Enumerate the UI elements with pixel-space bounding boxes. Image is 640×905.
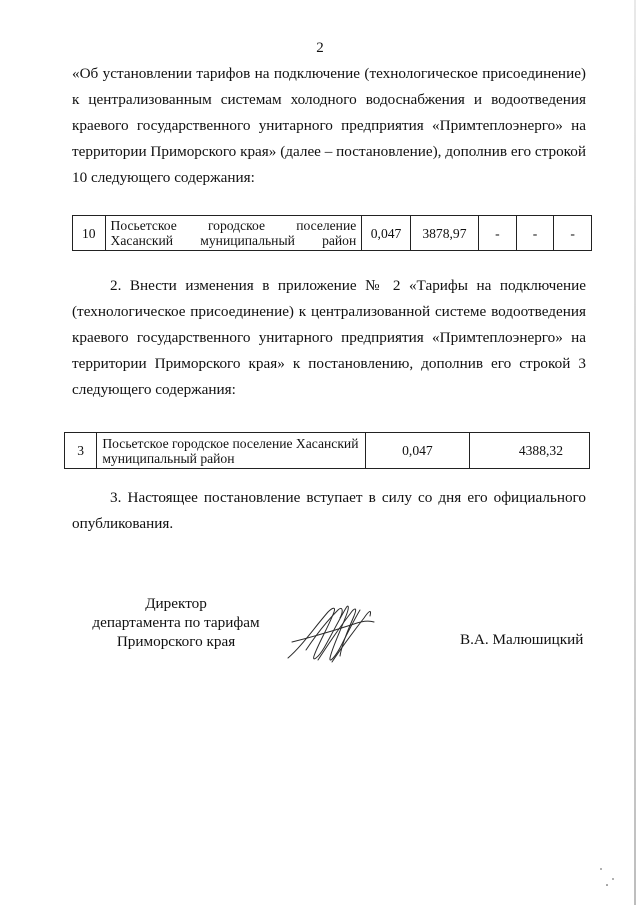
signatory-title-line: департамента по тарифам bbox=[92, 614, 260, 631]
paragraph-item-2: 2. Внести изменения в приложение № 2 «Тарифы на подключение (технологическое присоединение) к централизованной системе водоотведения краевого государственного унитарного предприятия «Примтеплоэнерго» на территории Приморского края» к постановлению, дополнив его строкой 3 следующего содержания: bbox=[72, 277, 586, 398]
tariff-table-water bbox=[72, 215, 592, 251]
tariff-table-wastewater bbox=[64, 432, 590, 469]
paragraph-item-3: 3. Настоящее постановление вступает в силу со дня его официального опубликования. bbox=[72, 489, 586, 532]
signatory-title-line: Приморского края bbox=[116, 633, 236, 650]
scan-speck bbox=[612, 878, 614, 880]
settlement-name-cell: Посьетское городское поселение Хасанский муниципальный район bbox=[97, 433, 366, 469]
signatory-title bbox=[76, 594, 276, 651]
paragraph-resolution-title: «Об установлении тарифов на подключение (технологическое присоединение) к централизованным системам холодного водоснабжения и водоотведения краевого государственного унитарного предприятия «Примтеплоэнерго» на территории Приморского края» (далее – постановление), дополнив его строкой 10 следующего содержания: bbox=[72, 65, 586, 186]
empty-value-cell: - bbox=[554, 216, 592, 251]
empty-value-cell: - bbox=[516, 216, 554, 251]
scan-speck bbox=[606, 884, 608, 886]
value-cell: 3878,97 bbox=[410, 216, 478, 251]
settlement-name-cell: Посьетское городское поселение Хасанский муниципальный район bbox=[105, 216, 362, 251]
value-cell: 0,047 bbox=[365, 433, 469, 469]
value-cell: 0,047 bbox=[362, 216, 411, 251]
signatory-name: В.А. Малюшицкий bbox=[460, 631, 584, 648]
page-number: 2 bbox=[316, 40, 324, 56]
empty-value-cell: - bbox=[479, 216, 517, 251]
row-number-cell: 10 bbox=[73, 216, 106, 251]
scan-speck bbox=[600, 868, 602, 870]
table-row bbox=[65, 433, 590, 469]
value-cell: 4388,32 bbox=[469, 433, 589, 469]
row-number-cell: 3 bbox=[65, 433, 97, 469]
scan-edge-shadow bbox=[634, 0, 636, 905]
table-row bbox=[73, 216, 592, 251]
signatory-title-line: Директор bbox=[145, 595, 207, 612]
handwritten-signature bbox=[284, 598, 380, 668]
